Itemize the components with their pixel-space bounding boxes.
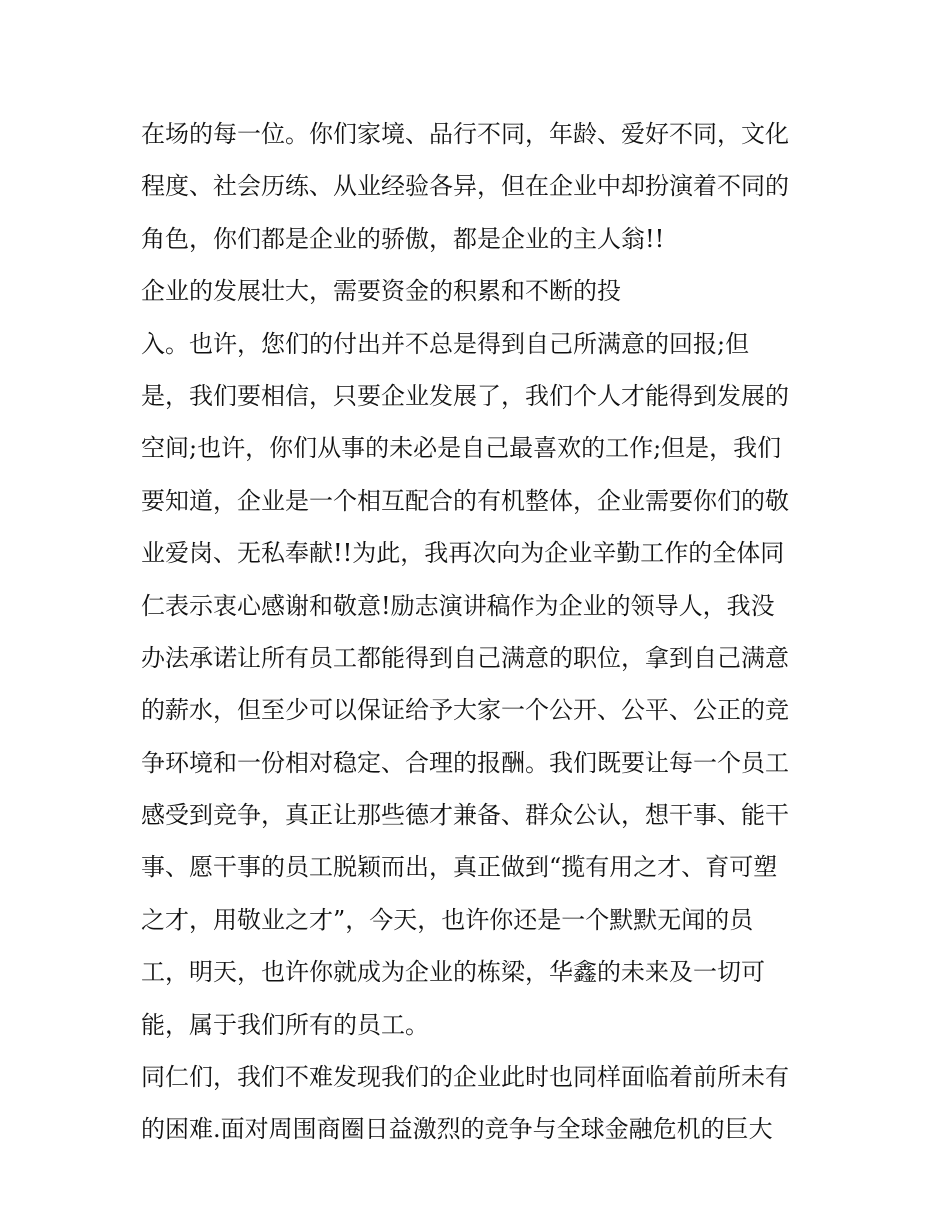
text-line: 争环境和一份相对稳定、合理的报酬。我们既要让每一个员工 (141, 748, 789, 777)
text-line: 的困难.面对周围商圈日益激烈的竞争与全球金融危机的巨大 (141, 1115, 773, 1144)
text-line: 是，我们要相信，只要企业发展了，我们个人才能得到发展的 (141, 381, 789, 410)
text-line: 同仁们，我们不难发现我们的企业此时也同样面临着前所未有 (141, 1063, 789, 1092)
text-line: 在场的每一位。你们家境、品行不同，年龄、爱好不同，文化 (141, 120, 789, 148)
text-line: 之才，用敬业之才”，今天，也许你还是一个默默无闻的员 (141, 905, 754, 934)
text-line: 工，明天，也许你就成为企业的栋梁，华鑫的未来及一切可 (141, 958, 765, 987)
text-line: 角色，你们都是企业的骄傲，都是企业的主人翁!! (141, 224, 665, 253)
text-line: 空间;也许，你们从事的未必是自己最喜欢的工作;但是，我们 (141, 434, 782, 463)
text-line: 企业的发展壮大，需要资金的积累和不断的投 (141, 277, 621, 306)
text-line: 事、愿干事的员工脱颖而出，真正做到“揽有用之才、育可塑 (141, 853, 778, 882)
text-line: 能，属于我们所有的员工。 (141, 1010, 429, 1039)
text-line: 仁表示衷心感谢和敬意!励志演讲稿作为企业的领导人，我没 (141, 591, 775, 620)
text-line: 业爱岗、无私奉献!!为此，我再次向为企业辛勤工作的全体同 (141, 539, 785, 568)
text-line: 入。也许，您们的付出并不总是得到自己所满意的回报;但 (141, 329, 750, 358)
text-line: 要知道，企业是一个相互配合的有机整体，企业需要你们的敬 (141, 486, 789, 515)
document-body (141, 108, 821, 1156)
text-line: 办法承诺让所有员工都能得到自己满意的职位，拿到自己满意 (141, 643, 789, 672)
text-line: 程度、社会历练、从业经验各异，但在企业中却扮演着不同的 (141, 172, 789, 201)
text-line: 感受到竞争，真正让那些德才兼备、群众公认，想干事、能干 (141, 801, 789, 830)
text-line: 的薪水，但至少可以保证给予大家一个公开、公平、公正的竞 (141, 696, 789, 725)
